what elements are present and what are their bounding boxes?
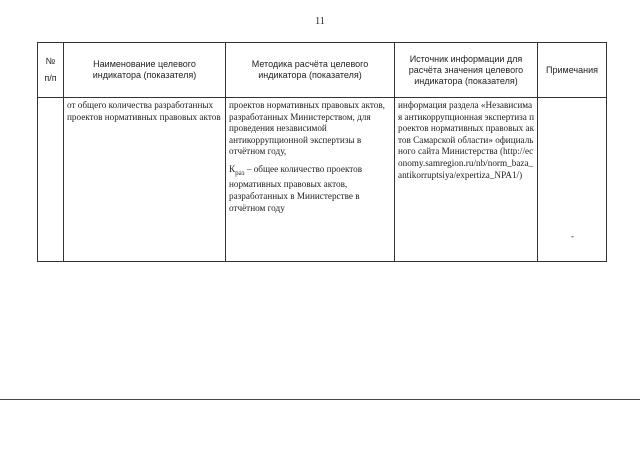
source-text: информация раздела «Независимая антикоррупционная экспертиза проектов нормативных правовых актов Самарской области» официального сайта Министерства (http://economy.samregion.ru/nb/norm_baza_antikorruptsiya/expertiza_NPA1/)	[398, 100, 535, 180]
method-paragraph-2	[229, 164, 392, 214]
method-paragraph-1: проектов нормативных правовых актов, разработанных Министерством, для проведения независимой антикоррупционной экспертизы в отчётном году,	[229, 100, 385, 157]
cell-number	[38, 98, 64, 262]
cell-notes	[538, 98, 607, 262]
header-indicator-name: Наименование целевого индикатора (показателя)	[64, 43, 226, 98]
header-number	[38, 43, 64, 98]
header-number-bottom: п/п	[44, 73, 57, 83]
cell-indicator-name	[64, 98, 226, 262]
method-definition: – общее количество проектов нормативных правовых актов, разработанных в Министерстве в отчётном году	[229, 163, 363, 213]
indicator-table	[37, 42, 607, 262]
header-notes: Примечания	[538, 43, 607, 98]
footer-rule	[0, 399, 640, 400]
header-number-top: №	[45, 56, 56, 66]
cell-source	[395, 98, 538, 262]
table-row	[38, 98, 607, 262]
cell-method	[226, 98, 395, 262]
notes-dash: -	[571, 231, 574, 241]
header-source: Источник информации для расчёта значения целевого индикатора (показателя)	[395, 43, 538, 98]
header-method: Методика расчёта целевого индикатора (показателя)	[226, 43, 395, 98]
table-header-row	[38, 43, 607, 98]
k-subscript: раз	[235, 168, 245, 177]
indicator-name-text: от общего количества разработанных проектов нормативных правовых актов	[67, 100, 221, 122]
k-symbol: К	[229, 163, 236, 174]
page-number: 11	[315, 16, 325, 27]
